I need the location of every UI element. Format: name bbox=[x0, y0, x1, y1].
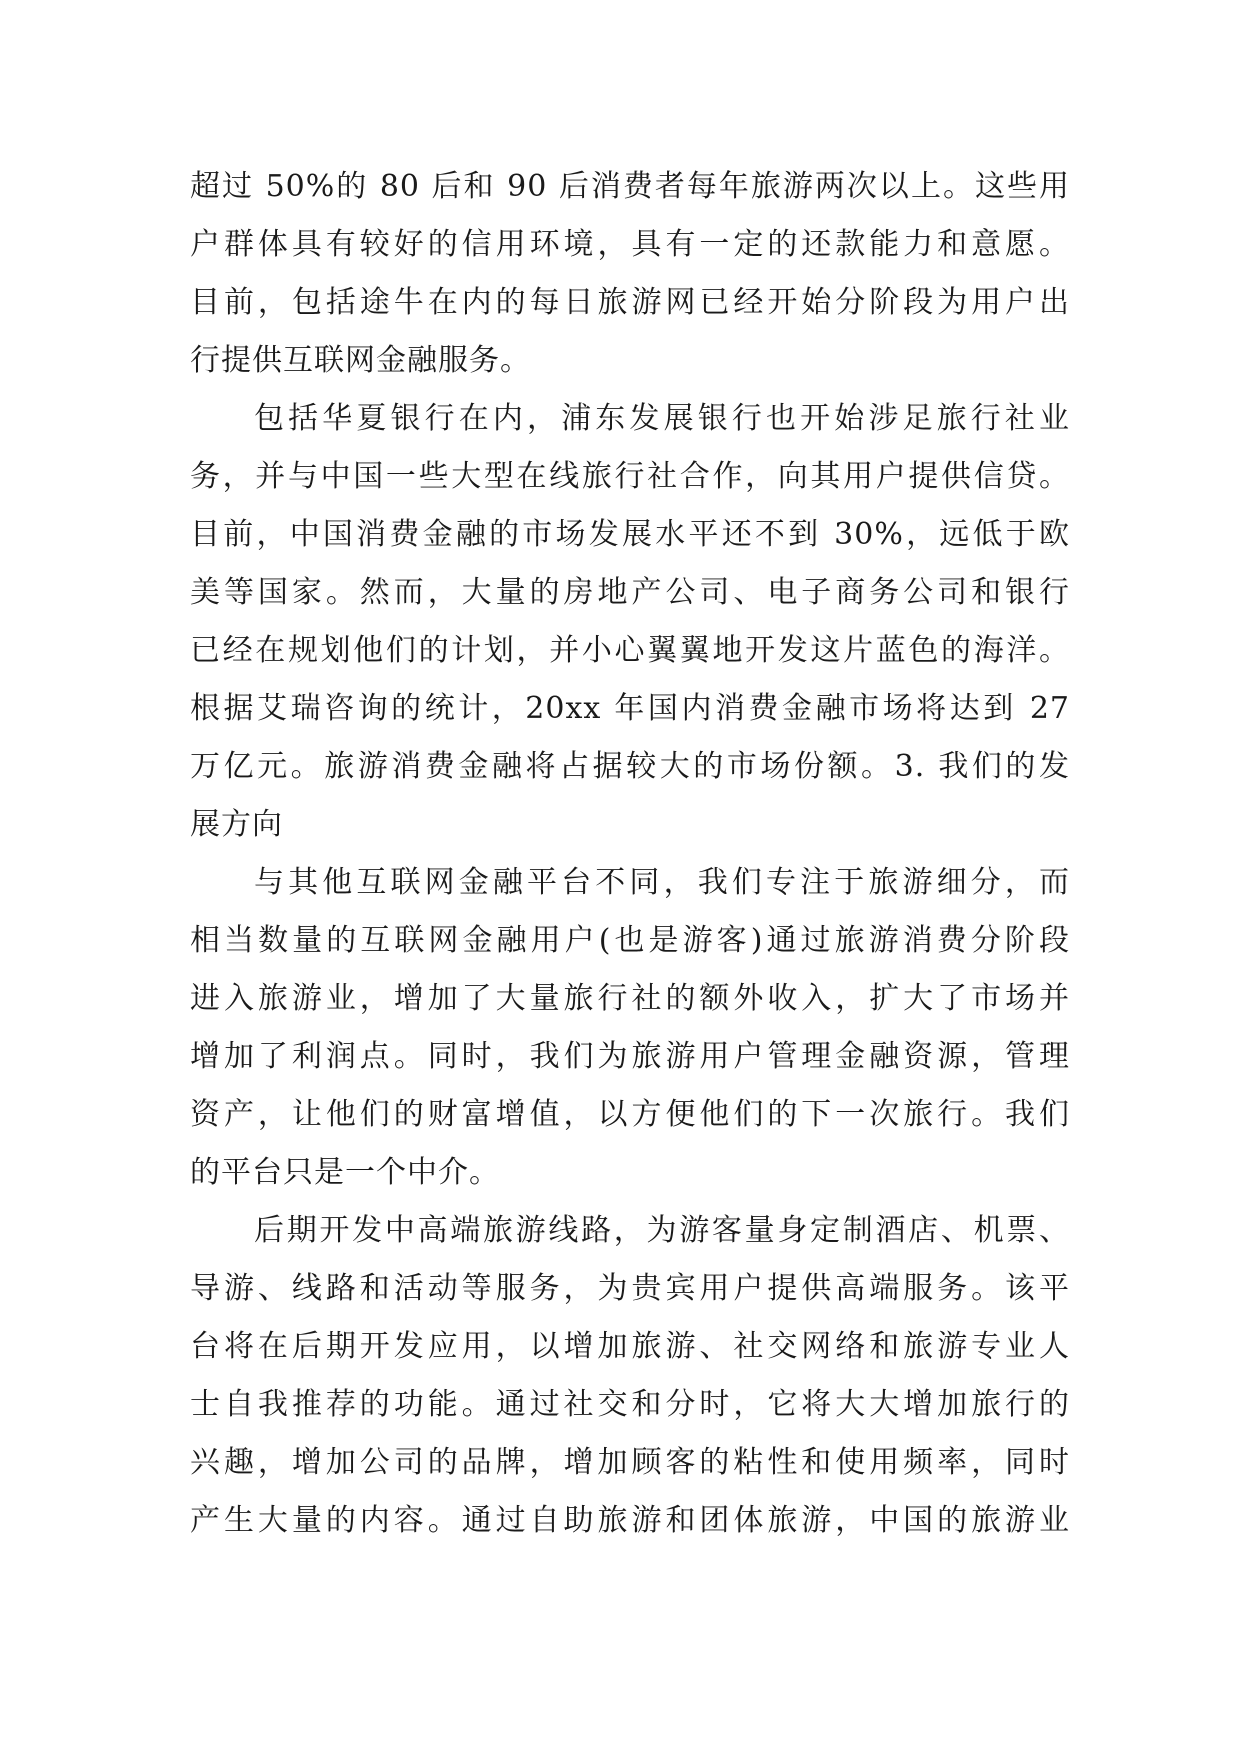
text-line: 户群体具有较好的信用环境，具有一定的还款能力和意愿。 bbox=[190, 227, 1070, 262]
text-line: 进入旅游业，增加了大量旅行社的额外收入，扩大了市场并 bbox=[190, 981, 1070, 1016]
text-line: 增加了利润点。同时，我们为旅游用户管理金融资源，管理 bbox=[190, 1039, 1070, 1074]
text-line: 后期开发中高端旅游线路，为游客量身定制酒店、机票、 bbox=[254, 1213, 1070, 1248]
text-line: 展方向 bbox=[190, 807, 283, 842]
paragraph-1 bbox=[190, 158, 1070, 390]
text-line: 美等国家。然而，大量的房地产公司、电子商务公司和银行 bbox=[190, 575, 1070, 610]
paragraph-4 bbox=[190, 1202, 1070, 1550]
text-line: 行提供互联网金融服务。 bbox=[190, 343, 531, 378]
text-line: 导游、线路和活动等服务，为贵宾用户提供高端服务。该平 bbox=[190, 1271, 1070, 1306]
text-line: 万亿元。旅游消费金融将占据较大的市场份额。3. 我们的发 bbox=[190, 749, 1070, 784]
text-line: 产生大量的内容。通过自助旅游和团体旅游，中国的旅游业 bbox=[190, 1503, 1070, 1538]
text-line: 务，并与中国一些大型在线旅行社合作，向其用户提供信贷。 bbox=[190, 459, 1070, 494]
body-text bbox=[190, 158, 1070, 1550]
text-line: 根据艾瑞咨询的统计，20xx 年国内消费金融市场将达到 27 bbox=[190, 691, 1070, 726]
text-line: 的平台只是一个中介。 bbox=[190, 1155, 500, 1190]
text-line: 兴趣，增加公司的品牌，增加顾客的粘性和使用频率，同时 bbox=[190, 1445, 1070, 1480]
text-line: 士自我推荐的功能。通过社交和分时，它将大大增加旅行的 bbox=[190, 1387, 1070, 1422]
text-line: 目前，中国消费金融的市场发展水平还不到 30%，远低于欧 bbox=[190, 517, 1070, 552]
text-line: 已经在规划他们的计划，并小心翼翼地开发这片蓝色的海洋。 bbox=[190, 633, 1070, 668]
text-line: 超过 50%的 80 后和 90 后消费者每年旅游两次以上。这些用 bbox=[190, 169, 1070, 204]
text-line: 目前，包括途牛在内的每日旅游网已经开始分阶段为用户出 bbox=[190, 285, 1070, 320]
text-line: 与其他互联网金融平台不同，我们专注于旅游细分，而 bbox=[254, 865, 1070, 900]
paragraph-2 bbox=[190, 390, 1070, 854]
text-line: 相当数量的互联网金融用户(也是游客)通过旅游消费分阶段 bbox=[190, 923, 1070, 958]
paragraph-3 bbox=[190, 854, 1070, 1202]
text-line: 台将在后期开发应用，以增加旅游、社交网络和旅游专业人 bbox=[190, 1329, 1070, 1364]
text-line: 包括华夏银行在内，浦东发展银行也开始涉足旅行社业 bbox=[254, 401, 1070, 436]
text-line: 资产，让他们的财富增值，以方便他们的下一次旅行。我们 bbox=[190, 1097, 1070, 1132]
